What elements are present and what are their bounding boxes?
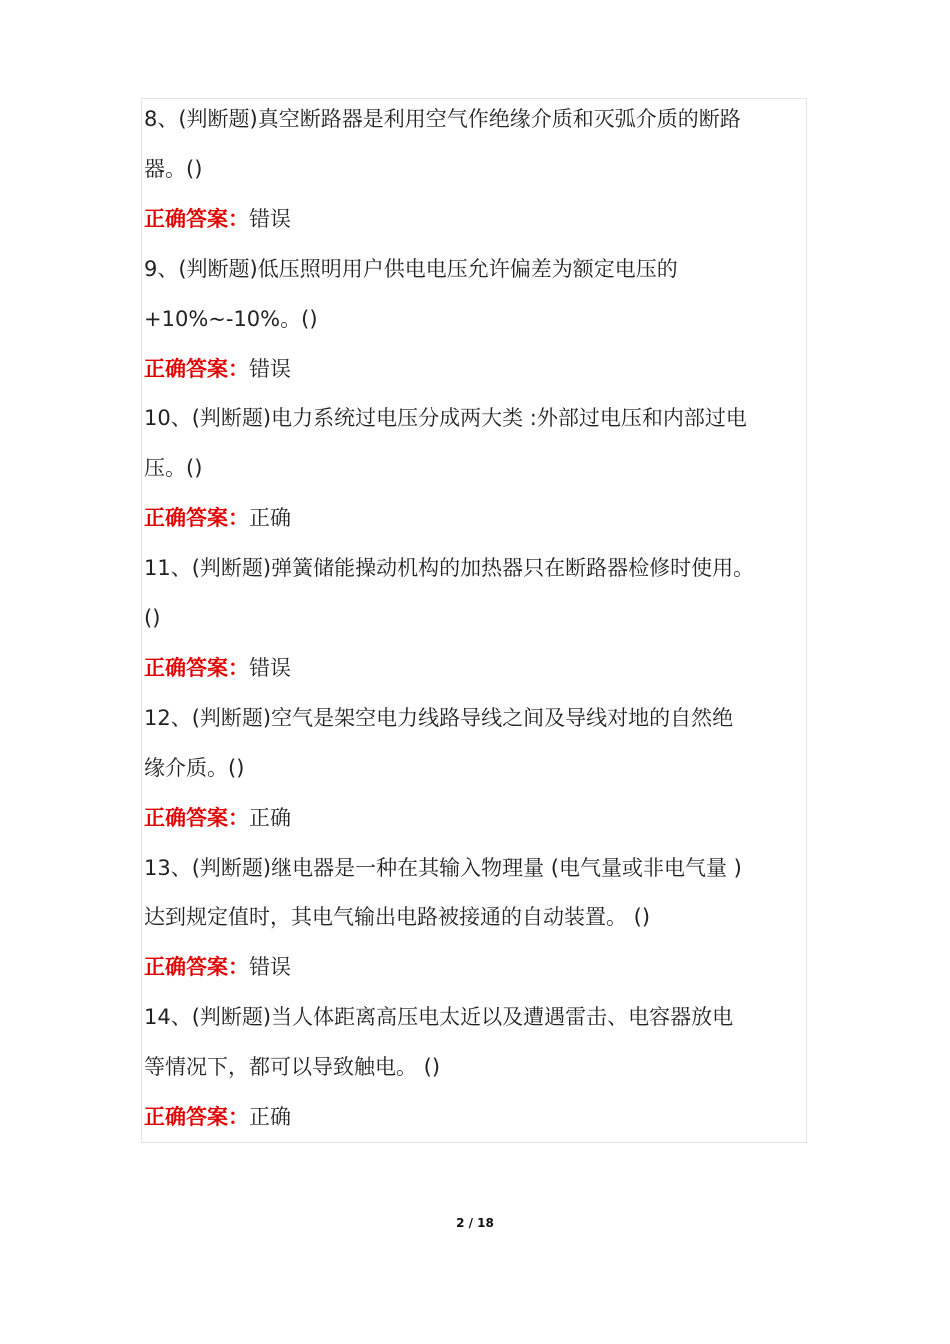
question-line: 9、(判断题)低压照明用户供电电压允许偏差为额定电压的 <box>144 256 678 281</box>
answer-line <box>144 354 291 384</box>
answer-label: 正确答案： <box>144 1105 249 1129</box>
question-line: 8、(判断题)真空断路器是利用空气作绝缘介质和灭弧介质的断路 <box>144 107 741 131</box>
question-line: 达到规定值时，其电气输出电路被接通的自动装置。 () <box>144 905 651 930</box>
answer-label: 正确答案： <box>144 955 249 980</box>
answer-line <box>144 952 291 982</box>
question-line: 11、(判断题)弹簧储能操动机构的加热器只在断路器检修时使用。 <box>144 556 755 581</box>
answer-label: 正确答案： <box>144 506 249 531</box>
question-line: 缘介质。() <box>144 755 245 780</box>
question-line: 14、(判断题)当人体距离高压电太近以及遭遇雷击、电容器放电 <box>144 1005 734 1030</box>
answer-label: 正确答案： <box>144 655 249 680</box>
answer-line <box>144 1102 291 1132</box>
question-line: 等情况下，都可以导致触电。 () <box>144 1055 441 1080</box>
question-line: +10%~-10%。() <box>144 306 318 331</box>
answer-label: 正确答案： <box>144 206 249 231</box>
answer-value: 错误 <box>249 655 291 680</box>
answer-value: 正确 <box>249 1105 291 1129</box>
question-line: 13、(判断题)继电器是一种在其输入物理量 (电气量或非电气量 ) <box>144 855 742 880</box>
question-line: 压。() <box>144 456 203 481</box>
answer-line <box>144 503 291 533</box>
answer-line <box>144 803 291 833</box>
answer-value: 错误 <box>249 955 291 980</box>
answer-line <box>144 204 291 234</box>
question-line: 器。() <box>144 156 203 181</box>
question-line: 10、(判断题)电力系统过电压分成两大类 :外部过电压和内部过电 <box>144 406 747 431</box>
question-line: () <box>144 606 161 630</box>
page-number: 2 / 18 <box>456 1216 494 1230</box>
answer-line <box>144 653 291 683</box>
answer-value: 错误 <box>249 206 291 231</box>
answer-value: 正确 <box>249 506 291 531</box>
answer-value: 正确 <box>249 805 291 830</box>
answer-label: 正确答案： <box>144 356 249 381</box>
answer-label: 正确答案： <box>144 805 249 830</box>
question-line: 12、(判断题)空气是架空电力线路导线之间及导线对地的自然绝 <box>144 705 734 730</box>
answer-value: 错误 <box>249 356 291 381</box>
